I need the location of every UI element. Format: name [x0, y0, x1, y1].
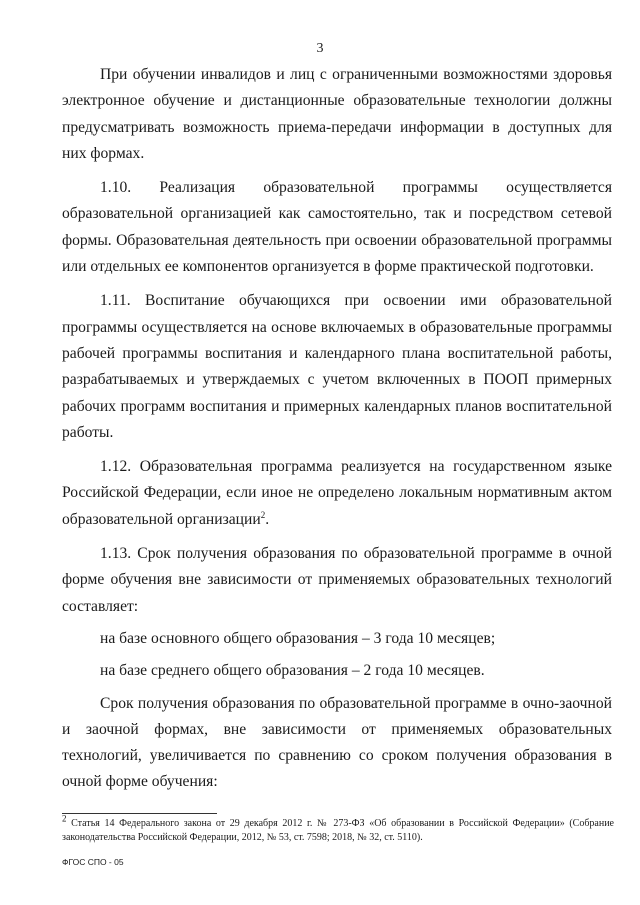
paragraph-1-12-text: 1.12. Образовательная программа реализуется на государственном языке Российской Федерации, если иное не определено локальным нормативным актом образовательной организации: [62, 458, 612, 528]
footnote-reference: 2: [260, 509, 266, 520]
footnote-text: Статья 14 Федерального закона от 29 декабря 2012 г. № 273-ФЗ «Об образовании в Российской Федерации» (Собрание законодательства Российской Федерации, 2012, № 53, ст. 7598; 2018, № 32, ст. 5110).: [62, 818, 614, 843]
term-basic-education: на базе основного общего образования – 3 года 10 месяцев;: [100, 629, 496, 647]
page-number: 3: [316, 41, 324, 56]
footnote: [62, 813, 614, 845]
footer-code: ФГОС СПО - 05: [62, 857, 124, 867]
paragraph-part-time: Срок получения образования по образовательной программе в очно-заочной и заочной формах, вне зависимости от применяемых образовательных технологий, увеличивается по сравнению со сроком получения образования в очной форме обучения:: [62, 694, 612, 791]
paragraph-1-13: 1.13. Срок получения образования по образовательной программе в очной форме обучения вне зависимости от применяемых образовательных технологий составляет:: [62, 545, 612, 615]
footnote-marker: 2: [62, 813, 67, 824]
paragraph-1-12: 1.12. Образовательная программа реализуется на государственном языке Российской Федерации, если иное не определено локальным нормативным актом образовательной организации$^2$.: [62, 458, 612, 528]
paragraph-disabilities: При обучении инвалидов и лиц с ограниченными возможностями здоровья электронное обучение и дистанционные образовательные технологии должны предусматривать возможность приема-передачи информации в доступных для них формах.: [62, 66, 612, 162]
footnote-divider: [62, 813, 217, 814]
paragraph-1-11: 1.11. Воспитание обучающихся при освоении ими образовательной программы осуществляется на основе включаемых в образовательные программы рабочей программы воспитания и календарного плана воспитательной работы, разрабатываемых и утверждаемых с учетом включенных в ПООП примерных рабочих программ воспитания и примерных календарных планов воспитательной работы.: [62, 292, 612, 441]
document-body: [62, 62, 612, 804]
paragraph-1-10: 1.10. Реализация образовательной программы осуществляется образовательной организацией как самостоятельно, так и посредством сетевой формы. Образовательная деятельность при освоении образовательной программы или отдельных ее компонентов организуется в форме практической подготовки.: [62, 179, 612, 276]
term-secondary-education: на базе среднего общего образования – 2 года 10 месяцев.: [100, 662, 485, 680]
